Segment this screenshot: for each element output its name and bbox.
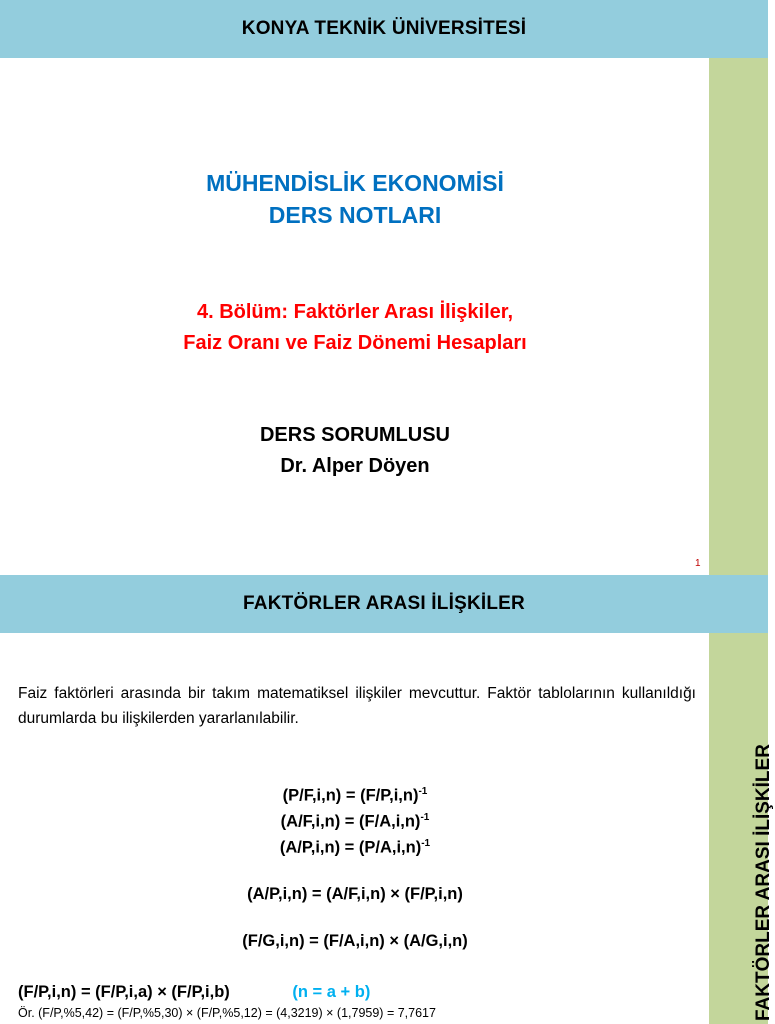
formula-1 xyxy=(0,786,710,806)
course-title-line-2: DERS NOTLARI xyxy=(268,202,442,228)
section-title: FAKTÖRLER ARASI İLİŞKİLER xyxy=(243,593,525,614)
example-line: Ör. (F/P,%5,42) = (F/P,%5,30) × (F/P,%5,12) = (4,3219) × (1,7959) = 7,7617 xyxy=(18,1006,436,1020)
course-title-line-1: MÜHENDİSLİK EKONOMİSİ xyxy=(206,170,504,196)
instructor-name: Dr. Alper Döyen xyxy=(280,455,430,477)
slide-2-side-strip xyxy=(709,633,774,1024)
formula-4 xyxy=(0,885,710,904)
slide-2-header xyxy=(0,575,768,633)
formula-3-exponent: -1 xyxy=(421,838,431,849)
instructor-block xyxy=(0,420,710,482)
formula-1-exponent: -1 xyxy=(418,786,428,797)
formula-2-text: (A/F,i,n) = (F/A,i,n) xyxy=(280,812,421,831)
chapter-title-line-1: 4. Bölüm: Faktörler Arası İlişkiler, xyxy=(196,301,514,323)
slide-1-side-strip xyxy=(709,58,768,575)
formula-2 xyxy=(0,812,710,832)
formula-4-text: (A/P,i,n) = (A/F,i,n) × (F/P,i,n) xyxy=(247,885,463,903)
chapter-title-line-2: Faiz Oranı ve Faiz Dönemi Hesapları xyxy=(183,332,527,354)
formula-2-exponent: -1 xyxy=(420,812,430,823)
formula-5-text: (F/G,i,n) = (F/A,i,n) × (A/G,i,n) xyxy=(242,932,468,950)
slide-1-header xyxy=(0,0,768,58)
chapter-title xyxy=(0,297,710,359)
intro-paragraph: Faiz faktörleri arasında bir takım matematiksel ilişkiler mevcuttur. Faktör tablolarının kullanıldığı durumlarda bu ilişkilerden yararlanılabilir. xyxy=(18,685,696,727)
formula-3-text: (A/P,i,n) = (P/A,i,n) xyxy=(279,838,422,857)
side-label: FAKTÖRLER ARASI İLİŞKİLER xyxy=(753,744,774,1021)
formula-6 xyxy=(18,983,370,1002)
formula-5 xyxy=(0,932,710,951)
page-number: 1 xyxy=(695,558,701,569)
instructor-label: DERS SORUMLUSU xyxy=(259,424,450,446)
side-label-container xyxy=(709,633,774,1024)
formula-1-text: (P/F,i,n) = (F/P,i,n) xyxy=(282,786,419,805)
slide-2 xyxy=(0,575,774,1024)
university-name: KONYA TEKNİK ÜNİVERSİTESİ xyxy=(241,18,527,39)
formula-6-note: (n = a + b) xyxy=(292,983,371,1001)
formula-6-text: (F/P,i,n) = (F/P,i,a) × (F/P,i,b) xyxy=(18,983,230,1001)
formula-3 xyxy=(0,838,710,858)
course-title xyxy=(0,167,710,231)
